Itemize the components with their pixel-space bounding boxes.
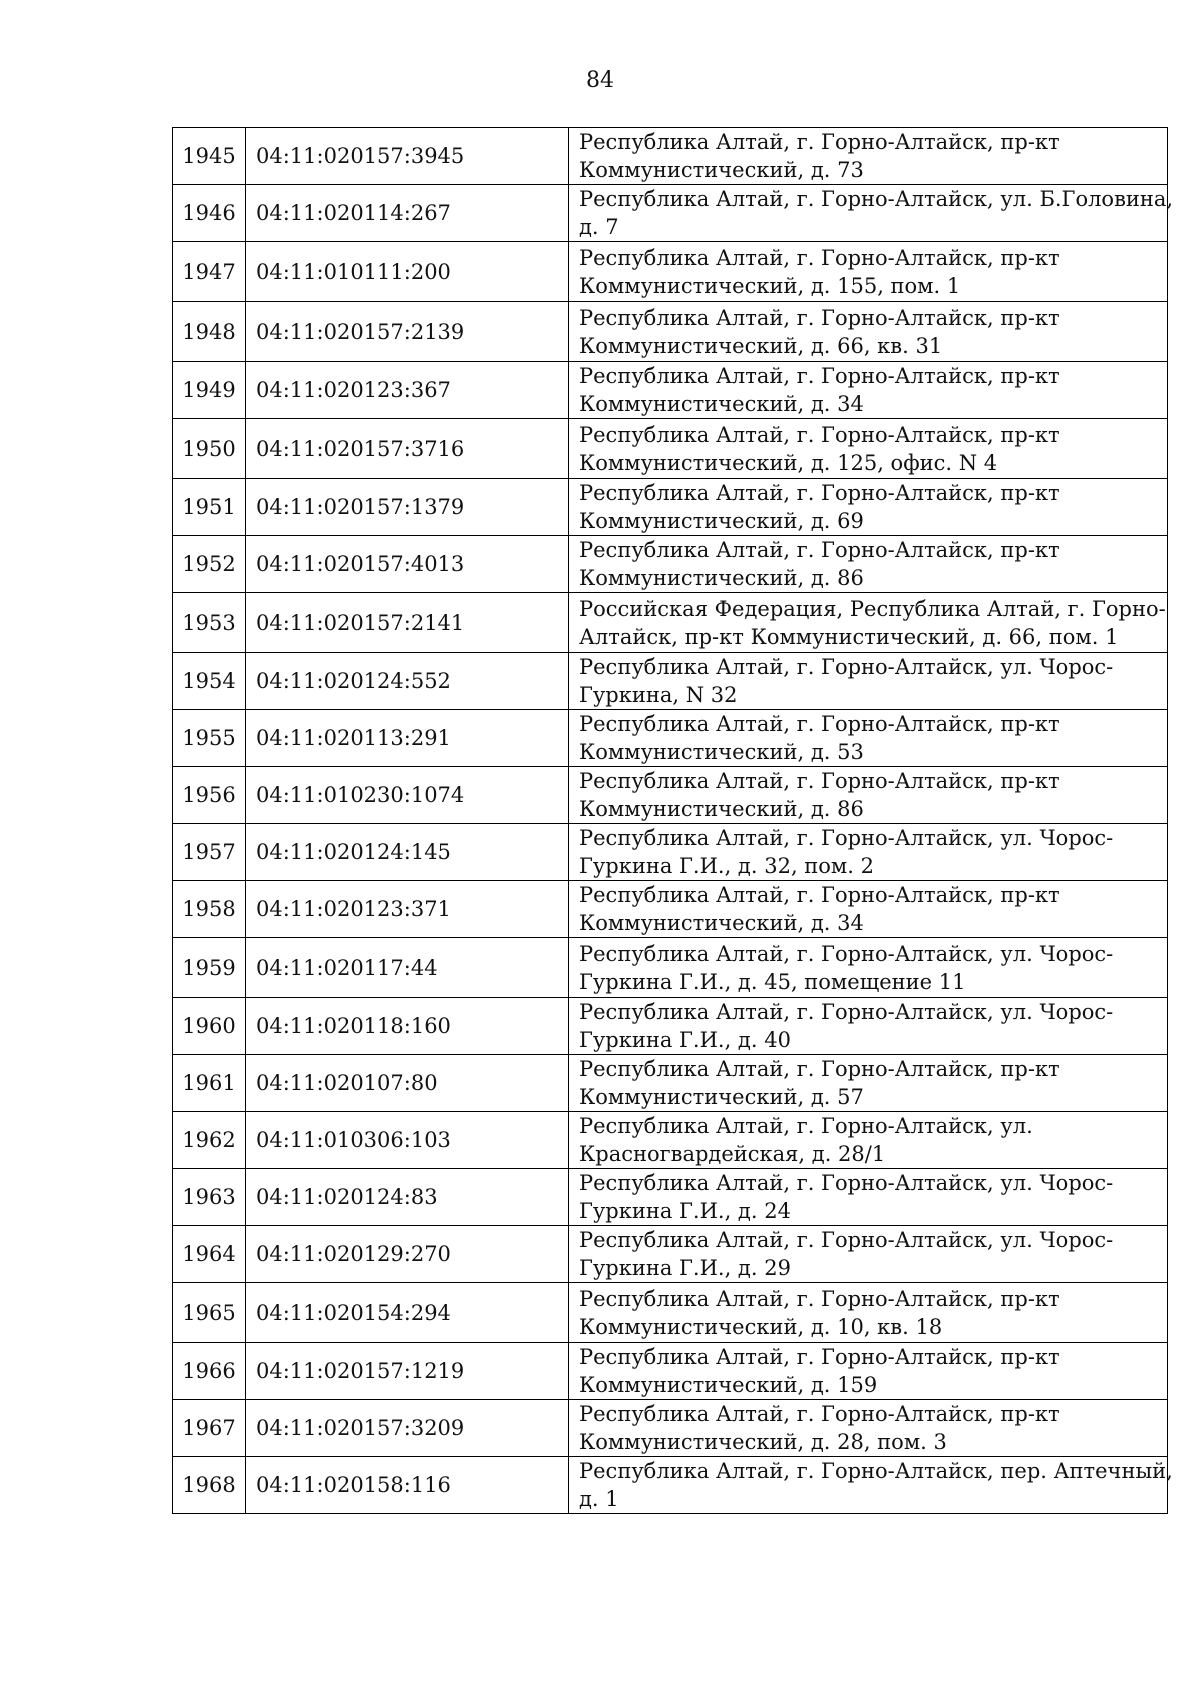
row-number-cell: 1952 bbox=[173, 536, 246, 593]
row-number-cell: 1949 bbox=[173, 362, 246, 419]
address-line: Алтайск, пр-кт Коммунистический, д. 66, пом. 1 bbox=[579, 624, 1119, 649]
address-line: Республика Алтай, г. Горно-Алтайск, ул. Б.Головина, bbox=[579, 187, 1174, 211]
address-cell bbox=[569, 479, 1168, 536]
address-line: Коммунистический, д. 10, кв. 18 bbox=[579, 1314, 943, 1339]
table-row bbox=[173, 653, 1168, 710]
address-cell bbox=[569, 128, 1168, 185]
address-line: Республика Алтай, г. Горно-Алтайск, ул. Чорос- bbox=[579, 826, 1114, 850]
row-number-cell: 1958 bbox=[173, 881, 246, 938]
cadastral-number-cell: 04:11:020124:552 bbox=[246, 653, 569, 710]
row-number-cell: 1961 bbox=[173, 1055, 246, 1112]
address-line: Республика Алтай, г. Горно-Алтайск, пр-кт bbox=[579, 130, 1060, 154]
address-cell bbox=[569, 881, 1168, 938]
row-number-cell: 1951 bbox=[173, 479, 246, 536]
table-row bbox=[173, 1457, 1168, 1514]
address-line: Республика Алтай, г. Горно-Алтайск, пр-кт bbox=[579, 422, 1060, 447]
address-line: Республика Алтай, г. Горно-Алтайск, пр-кт bbox=[579, 245, 1060, 270]
address-cell bbox=[569, 419, 1168, 479]
table-row bbox=[173, 479, 1168, 536]
address-line: Коммунистический, д. 66, кв. 31 bbox=[579, 333, 943, 358]
address-cell bbox=[569, 653, 1168, 710]
address-line: Республика Алтай, г. Горно-Алтайск, ул. bbox=[579, 1114, 1033, 1138]
cadastral-number-cell: 04:11:010230:1074 bbox=[246, 767, 569, 824]
cadastral-number-cell: 04:11:020157:3716 bbox=[246, 419, 569, 479]
table-row bbox=[173, 593, 1168, 653]
address-line: Республика Алтай, г. Горно-Алтайск, пр-кт bbox=[579, 1402, 1060, 1426]
address-line: Республика Алтай, г. Горно-Алтайск, пр-кт bbox=[579, 1286, 1060, 1311]
address-line: Коммунистический, д. 53 bbox=[579, 740, 864, 764]
table-row bbox=[173, 1112, 1168, 1169]
address-line: Республика Алтай, г. Горно-Алтайск, пер. Аптечный, bbox=[579, 1459, 1173, 1483]
cadastral-number-cell: 04:11:010306:103 bbox=[246, 1112, 569, 1169]
cadastral-number-cell: 04:11:020114:267 bbox=[246, 185, 569, 242]
address-line: Гуркина, N 32 bbox=[579, 683, 738, 707]
table-row bbox=[173, 362, 1168, 419]
address-cell bbox=[569, 536, 1168, 593]
property-table-body bbox=[173, 128, 1174, 1514]
address-line: Республика Алтай, г. Горно-Алтайск, ул. Чорос- bbox=[579, 655, 1114, 679]
address-line: Республика Алтай, г. Горно-Алтайск, пр-кт bbox=[579, 1057, 1060, 1081]
cadastral-number-cell: 04:11:020129:270 bbox=[246, 1226, 569, 1283]
row-number-cell: 1962 bbox=[173, 1112, 246, 1169]
cadastral-number-cell: 04:11:020123:371 bbox=[246, 881, 569, 938]
table-row bbox=[173, 1283, 1168, 1343]
row-number-cell: 1954 bbox=[173, 653, 246, 710]
row-number-cell: 1948 bbox=[173, 302, 246, 362]
address-line: д. 7 bbox=[579, 215, 619, 239]
row-number-cell: 1955 bbox=[173, 710, 246, 767]
address-line: Республика Алтай, г. Горно-Алтайск, пр-кт bbox=[579, 712, 1060, 736]
table-row bbox=[173, 938, 1168, 998]
address-cell bbox=[569, 998, 1168, 1055]
row-number-cell: 1956 bbox=[173, 767, 246, 824]
cadastral-number-cell: 04:11:020124:145 bbox=[246, 824, 569, 881]
address-cell bbox=[569, 710, 1168, 767]
address-line: Гуркина Г.И., д. 45, помещение 11 bbox=[579, 969, 966, 994]
table-row bbox=[173, 242, 1168, 302]
address-line: Коммунистический, д. 69 bbox=[579, 509, 864, 533]
address-line: Гуркина Г.И., д. 29 bbox=[579, 1256, 791, 1280]
table-row bbox=[173, 1055, 1168, 1112]
address-line: Республика Алтай, г. Горно-Алтайск, ул. Чорос- bbox=[579, 1000, 1114, 1024]
address-cell bbox=[569, 1457, 1173, 1514]
address-line: Коммунистический, д. 125, офис. N 4 bbox=[579, 450, 998, 475]
cadastral-number-cell: 04:11:020157:4013 bbox=[246, 536, 569, 593]
row-number-cell: 1964 bbox=[173, 1226, 246, 1283]
cadastral-number-cell: 04:11:020158:116 bbox=[246, 1457, 569, 1514]
cadastral-number-cell: 04:11:020117:44 bbox=[246, 938, 569, 998]
address-line: Коммунистический, д. 86 bbox=[579, 566, 864, 590]
table-row bbox=[173, 824, 1168, 881]
address-line: Коммунистический, д. 57 bbox=[579, 1085, 864, 1109]
cadastral-number-cell: 04:11:020157:2141 bbox=[246, 593, 569, 653]
table-row bbox=[173, 767, 1168, 824]
table-row bbox=[173, 185, 1168, 242]
row-number-cell: 1967 bbox=[173, 1400, 246, 1457]
address-line: Республика Алтай, г. Горно-Алтайск, ул. Чорос- bbox=[579, 1171, 1114, 1195]
address-line: Республика Алтай, г. Горно-Алтайск, ул. Чорос- bbox=[579, 941, 1114, 966]
address-cell bbox=[569, 1169, 1168, 1226]
row-number-cell: 1946 bbox=[173, 185, 246, 242]
row-number-cell: 1945 bbox=[173, 128, 246, 185]
address-cell bbox=[569, 1112, 1168, 1169]
row-number-cell: 1960 bbox=[173, 998, 246, 1055]
row-number-cell: 1966 bbox=[173, 1343, 246, 1400]
table-row bbox=[173, 881, 1168, 938]
address-cell bbox=[569, 1283, 1168, 1343]
address-cell bbox=[569, 938, 1168, 998]
cadastral-number-cell: 04:11:020157:1379 bbox=[246, 479, 569, 536]
address-cell bbox=[569, 824, 1168, 881]
address-line: Республика Алтай, г. Горно-Алтайск, пр-кт bbox=[579, 305, 1060, 330]
address-line: Красногвардейская, д. 28/1 bbox=[579, 1142, 886, 1166]
table-row bbox=[173, 710, 1168, 767]
table-row bbox=[173, 128, 1168, 185]
address-line: Гуркина Г.И., д. 40 bbox=[579, 1028, 791, 1052]
row-number-cell: 1965 bbox=[173, 1283, 246, 1343]
row-number-cell: 1957 bbox=[173, 824, 246, 881]
cadastral-number-cell: 04:11:020154:294 bbox=[246, 1283, 569, 1343]
cadastral-number-cell: 04:11:020123:367 bbox=[246, 362, 569, 419]
address-line: Республика Алтай, г. Горно-Алтайск, пр-кт bbox=[579, 538, 1060, 562]
table-row bbox=[173, 302, 1168, 362]
row-number-cell: 1950 bbox=[173, 419, 246, 479]
table-row bbox=[173, 998, 1168, 1055]
address-line: Коммунистический, д. 28, пом. 3 bbox=[579, 1430, 947, 1454]
address-line: Гуркина Г.И., д. 32, пом. 2 bbox=[579, 854, 874, 878]
address-line: Республика Алтай, г. Горно-Алтайск, пр-кт bbox=[579, 481, 1060, 505]
cadastral-number-cell: 04:11:020157:3945 bbox=[246, 128, 569, 185]
address-line: Коммунистический, д. 34 bbox=[579, 911, 864, 935]
address-cell bbox=[569, 1343, 1168, 1400]
address-line: Республика Алтай, г. Горно-Алтайск, пр-кт bbox=[579, 769, 1060, 793]
cadastral-number-cell: 04:11:020113:291 bbox=[246, 710, 569, 767]
address-cell bbox=[569, 767, 1168, 824]
address-line: Коммунистический, д. 73 bbox=[579, 158, 864, 182]
address-line: Республика Алтай, г. Горно-Алтайск, пр-кт bbox=[579, 883, 1060, 907]
address-line: Российская Федерация, Республика Алтай, г. Горно- bbox=[579, 596, 1166, 621]
address-line: Коммунистический, д. 86 bbox=[579, 797, 864, 821]
address-line: д. 1 bbox=[579, 1487, 619, 1511]
address-cell bbox=[569, 1226, 1168, 1283]
address-line: Гуркина Г.И., д. 24 bbox=[579, 1199, 791, 1223]
address-cell bbox=[569, 302, 1168, 362]
table-row bbox=[173, 419, 1168, 479]
table-row bbox=[173, 1169, 1168, 1226]
row-number-cell: 1959 bbox=[173, 938, 246, 998]
page-number: 84 bbox=[586, 68, 614, 93]
address-cell bbox=[569, 242, 1168, 302]
cadastral-number-cell: 04:11:020107:80 bbox=[246, 1055, 569, 1112]
address-line: Коммунистический, д. 155, пом. 1 bbox=[579, 273, 961, 298]
cadastral-number-cell: 04:11:020124:83 bbox=[246, 1169, 569, 1226]
row-number-cell: 1963 bbox=[173, 1169, 246, 1226]
cadastral-number-cell: 04:11:020157:2139 bbox=[246, 302, 569, 362]
cadastral-number-cell: 04:11:020157:3209 bbox=[246, 1400, 569, 1457]
address-line: Республика Алтай, г. Горно-Алтайск, пр-кт bbox=[579, 364, 1060, 388]
table-row bbox=[173, 536, 1168, 593]
property-table bbox=[172, 127, 1174, 1514]
row-number-cell: 1968 bbox=[173, 1457, 246, 1514]
cadastral-number-cell: 04:11:010111:200 bbox=[246, 242, 569, 302]
address-cell bbox=[569, 593, 1168, 653]
address-cell bbox=[569, 185, 1174, 242]
address-line: Республика Алтай, г. Горно-Алтайск, ул. Чорос- bbox=[579, 1228, 1114, 1252]
address-line: Коммунистический, д. 159 bbox=[579, 1373, 878, 1397]
address-cell bbox=[569, 1055, 1168, 1112]
address-line: Республика Алтай, г. Горно-Алтайск, пр-кт bbox=[579, 1345, 1060, 1369]
cadastral-number-cell: 04:11:020157:1219 bbox=[246, 1343, 569, 1400]
cadastral-number-cell: 04:11:020118:160 bbox=[246, 998, 569, 1055]
address-cell bbox=[569, 362, 1168, 419]
table-row bbox=[173, 1343, 1168, 1400]
table-row bbox=[173, 1400, 1168, 1457]
table-row bbox=[173, 1226, 1168, 1283]
address-line: Коммунистический, д. 34 bbox=[579, 392, 864, 416]
address-cell bbox=[569, 1400, 1168, 1457]
row-number-cell: 1953 bbox=[173, 593, 246, 653]
row-number-cell: 1947 bbox=[173, 242, 246, 302]
